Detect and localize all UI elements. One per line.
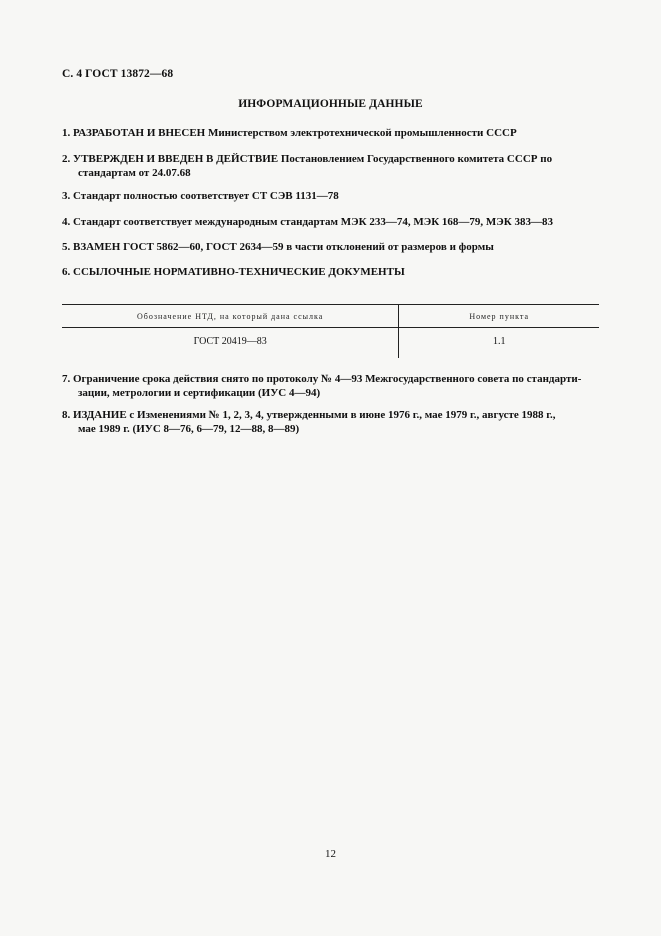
info-item-3-text: 3. Стандарт полностью соответствует СТ СЭВ 1131—78 (62, 190, 339, 202)
info-item-3 (62, 189, 602, 203)
info-item-4 (62, 215, 602, 229)
table-header-row (62, 305, 599, 328)
info-item-6 (62, 265, 602, 279)
info-item-7-continuation: зации, метрологии и сертификации (ИУС 4—94) (78, 387, 321, 399)
column-header-clause: Номер пункта (399, 305, 599, 328)
info-item-1-text: 1. РАЗРАБОТАН И ВНЕСЕН Министерством электротехнической промышленности СССР (62, 127, 517, 139)
info-item-6-text: 6. ССЫЛОЧНЫЕ НОРМАТИВНО-ТЕХНИЧЕСКИЕ ДОКУМЕНТЫ (62, 266, 405, 278)
info-item-8-continuation: мае 1989 г. (ИУС 8—76, 6—79, 12—88, 8—89) (78, 423, 300, 435)
section-title: ИНФОРМАЦИОННЫЕ ДАННЫЕ (238, 98, 423, 110)
page-header: С. 4 ГОСТ 13872—68 (62, 68, 174, 80)
info-item-7-text: 7. Ограничение срока действия снято по протоколу № 4—93 Межгосударственного совета по стандарти- (62, 373, 582, 385)
info-item-8-text: 8. ИЗДАНИЕ с Изменениями № 1, 2, 3, 4, утвержденными в июне 1976 г., мае 1979 г., августе 1988 г., (62, 409, 556, 421)
table-row (62, 328, 599, 359)
info-item-4-text: 4. Стандарт соответствует международным стандартам МЭК 233—74, МЭК 168—79, МЭК 383—83 (62, 216, 553, 228)
info-item-1 (62, 126, 602, 140)
reference-documents-table (62, 304, 599, 358)
info-item-2 (62, 152, 602, 180)
table-cell-clause: 1.1 (399, 328, 599, 359)
info-item-2-continuation: стандартам от 24.07.68 (78, 167, 191, 179)
info-item-7 (62, 372, 602, 400)
table-cell-document: ГОСТ 20419—83 (193, 335, 267, 347)
info-item-2-text: 2. УТВЕРЖДЕН И ВВЕДЕН В ДЕЙСТВИЕ Постановлением Государственного комитета СССР по (62, 153, 553, 165)
column-header-document: Обозначение НТД, на который дана ссылка (62, 305, 399, 328)
info-item-8 (62, 408, 602, 436)
page-number: 12 (325, 848, 336, 860)
info-item-5-text: 5. ВЗАМЕН ГОСТ 5862—60, ГОСТ 2634—59 в части отклонений от размеров и формы (62, 241, 494, 253)
info-item-5 (62, 240, 602, 254)
